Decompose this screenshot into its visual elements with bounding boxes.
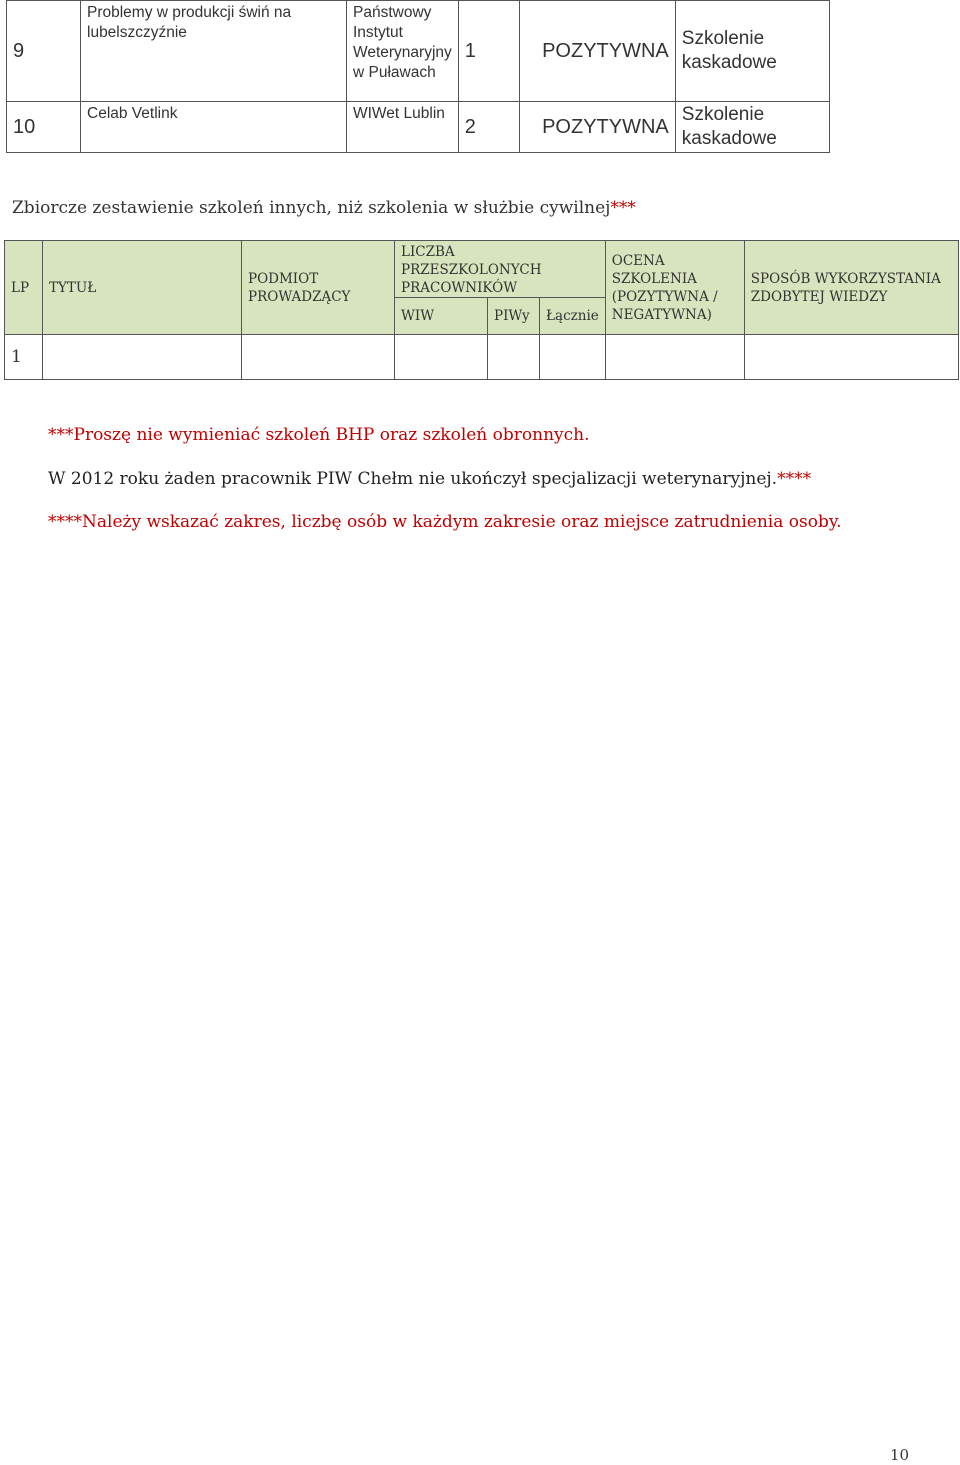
header-row [5,241,959,298]
rating-cell [605,335,744,380]
usage-cell [744,335,958,380]
provider-cell: Państwowy Instytut Weterynaryjny w Puławach [347,1,459,102]
header-total: Łącznie [540,298,606,335]
training-table-continued [6,0,830,153]
title-cell: Celab Vetlink [81,102,347,153]
total-cell [540,335,606,380]
summary-table [4,240,959,380]
section-title-text: Zbiorcze zestawienie szkoleń innych, niż szkolenia w służbie cywilnej [12,198,611,218]
note-scope: ****Należy wskazać zakres, liczbę osób w każdym zakresie oraz miejsce zatrudnienia osoby. [48,512,842,532]
note-specialization-text: W 2012 roku żaden pracownik PIW Chełm nie ukończył specjalizacji weterynaryjnej. [48,469,778,489]
lp-cell: 1 [5,335,43,380]
usage-cell: Szkolenie kaskadowe [675,1,829,102]
count-cell: 2 [458,102,519,153]
table-row [7,1,830,102]
page-number: 10 [890,1446,910,1464]
provider-cell [242,335,395,380]
title-cell: Problemy w produkcji świń na lubelszczyźnie [81,1,347,102]
section-title-marker: *** [610,198,636,218]
header-count-group: LICZBA PRZESZKOLONYCH PRACOWNIKÓW [395,241,606,298]
lp-cell: 10 [7,102,81,153]
section-title [12,198,912,218]
lp-cell: 9 [7,1,81,102]
count-cell: 1 [458,1,519,102]
note-bhp: ***Proszę nie wymieniać szkoleń BHP oraz szkoleń obronnych. [48,425,590,445]
header-piwy: PIWy [488,298,540,335]
provider-cell: WIWet Lublin [347,102,459,153]
usage-cell: Szkolenie kaskadowe [675,102,829,153]
table-row [7,102,830,153]
note-specialization [48,469,948,489]
wiw-cell [395,335,488,380]
header-wiw: WIW [395,298,488,335]
piwy-cell [488,335,540,380]
note-specialization-marker: **** [777,469,812,489]
rating-cell: POZYTYWNA [519,1,675,102]
header-lp: LP [5,241,43,335]
table-row [5,335,959,380]
header-usage: SPOSÓB WYKORZYSTANIA ZDOBYTEJ WIEDZY [744,241,958,335]
title-cell [43,335,242,380]
rating-cell: POZYTYWNA [519,102,675,153]
header-provider: PODMIOT PROWADZĄCY [242,241,395,335]
header-rating: OCENA SZKOLENIA (POZYTYWNA / NEGATYWNA) [605,241,744,335]
header-title: TYTUŁ [43,241,242,335]
